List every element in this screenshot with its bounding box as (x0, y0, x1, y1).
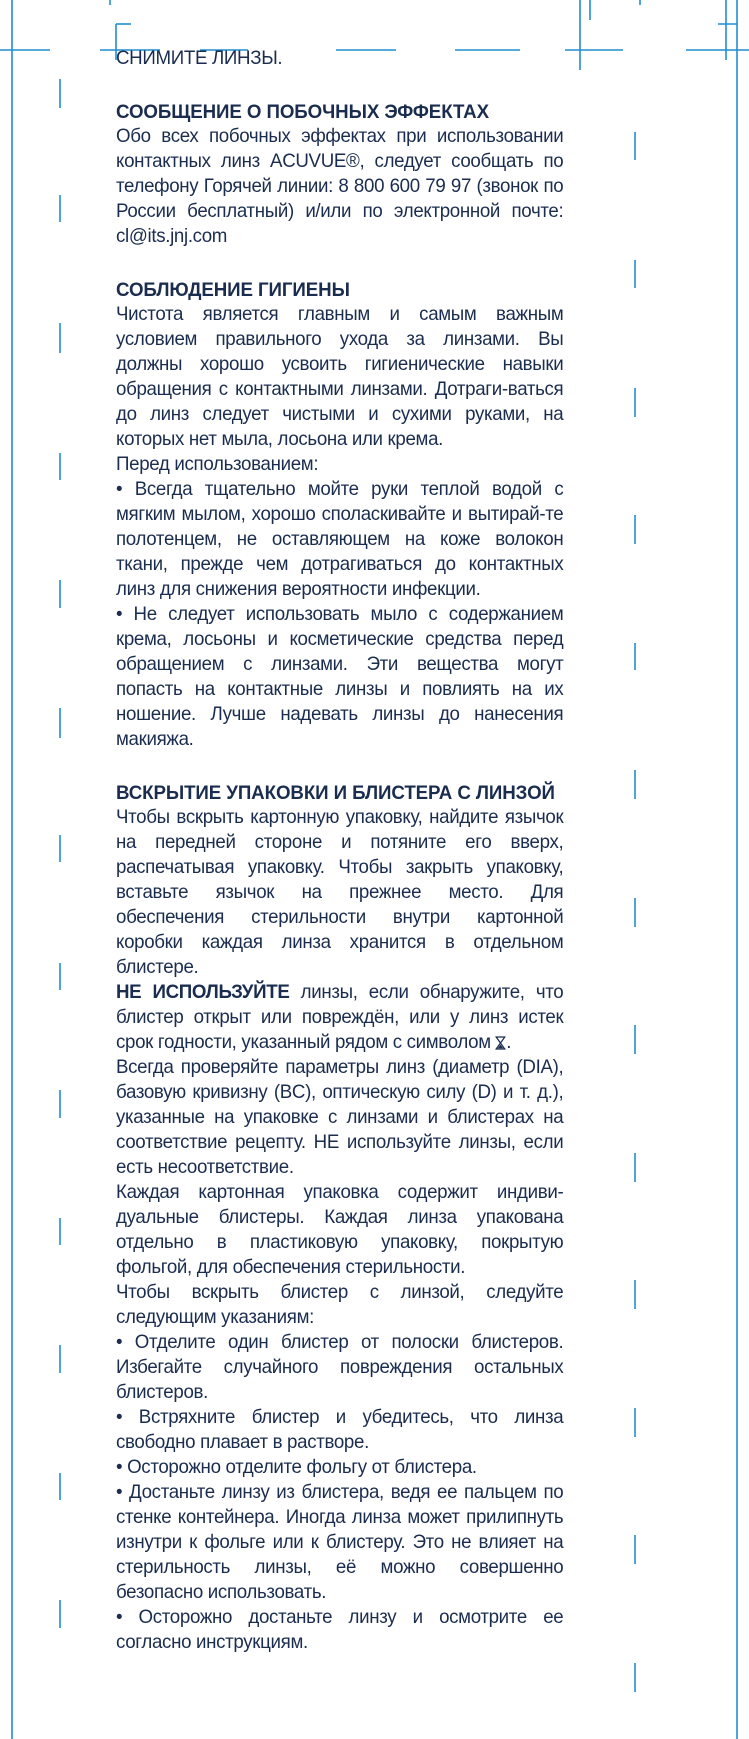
opening-step-separate: • Отделите один блистер от полоски блистеров. Избегайте случайного повреждения остальных блистеров. (116, 1331, 564, 1403)
opening-para-blisters: Каждая картонная упаковка содержит индиви-дуальные блистеры. Каждая линза упакована отдельно в пластиковую упаковку, покрытую фольгой, для обеспечения стерильности. (116, 1181, 564, 1278)
opening-para-instructions: Чтобы вскрыть блистер с линзой, следуйте следующим указаниям: (116, 1281, 564, 1328)
hourglass-icon (496, 1036, 507, 1050)
opening-step-inspect: • Осторожно достаньте линзу и осмотрите ее согласно инструкциям. (116, 1606, 564, 1653)
hygiene-text: Чистота является главным и самым важным условием правильного ухода за линзами. Вы должны хорошо усвоить гигиенические навыки обращения с контактными линзами. Дотраги-ваться до линз следует чистыми и сухими руками, на которых нет мыла, лосьона или крема. (116, 303, 564, 450)
hygiene-heading: СОБЛЮДЕНИЕ ГИГИЕНЫ (116, 279, 350, 301)
do-not-use-end: . (506, 1031, 512, 1053)
opening-para-do-not-use (116, 980, 563, 1055)
hygiene-bullet-no-cream: • Не следует использовать мыло с содержанием крема, лосьоны и косметические средства перед обращением с линзами. Эти вещества могут попасть на контактные линзы и повлиять на их ношение. Лучше надевать линзы до нанесения макияжа. (116, 603, 564, 750)
do-not-use-text: линзы, если обнаружите, что блистер открыт или повреждён, или у линз истек срок годности, указанный рядом с символом (116, 981, 564, 1053)
opening-para-box: Чтобы вскрыть картонную упаковку, найдите язычок на передней стороне и потяните его вверх, распечатывая упаковку. Чтобы закрыть упаковку, вставьте язычок на прежнее место. Для обеспечения стерильности внутри картонной коробки каждая линза хранится в отдельном блистере. (116, 806, 564, 978)
opening-heading: ВСКРЫТИЕ УПАКОВКИ И БЛИСТЕРА С ЛИНЗОЙ (116, 782, 555, 804)
opening-para-check-params: Всегда проверяйте параметры линз (диаметр (DIA), базовую кривизну (BC), оптическую силу (D) и т. д.), указанные на упаковке с линзами и блистерах на соответствие рецепту. НЕ используйте линзы, если есть несоответствие. (116, 1056, 564, 1178)
opening-step-shake: • Встряхните блистер и убедитесь, что линза свободно плавает в растворе. (116, 1406, 564, 1453)
opening-step-peel-foil: • Осторожно отделите фольгу от блистера. (116, 1456, 477, 1478)
hygiene-bullet-wash-hands: • Всегда тщательно мойте руки теплой водой с мягким мылом, хорошо споласкивайте и вытирай-те полотенцем, не оставляющем на коже волокон ткани, прежде чем дотрагиваться до контактных линз для снижения вероятности инфекции. (116, 478, 564, 600)
side-effects-text: Обо всех побочных эффектах при использовании контактных линз ACUVUE®, следует сообщать по телефону Горячей линии: 8 800 600 79 97 (звонок по России бесплатный) и/или по электронной почте: cl@its.jnj.com (116, 125, 564, 247)
opening-step-remove-lens: • Достаньте линзу из блистера, ведя ее пальцем по стенке контейнера. Иногда линза может прилипнуть изнутри к фольге или к блистеру. Это не влияет на стерильность линзы, её можно совершенно безопасно использовать. (116, 1481, 564, 1603)
side-effects-heading: СООБЩЕНИЕ О ПОБОЧНЫХ ЭФФЕКТАХ (116, 101, 489, 123)
do-not-use-emphasis: НЕ ИСПОЛЬЗУЙТЕ (116, 981, 290, 1003)
intro-line: СНИМИТЕ ЛИНЗЫ. (116, 47, 283, 69)
before-use-label: Перед использованием: (116, 453, 319, 475)
leaflet-text-column (116, 46, 563, 1655)
